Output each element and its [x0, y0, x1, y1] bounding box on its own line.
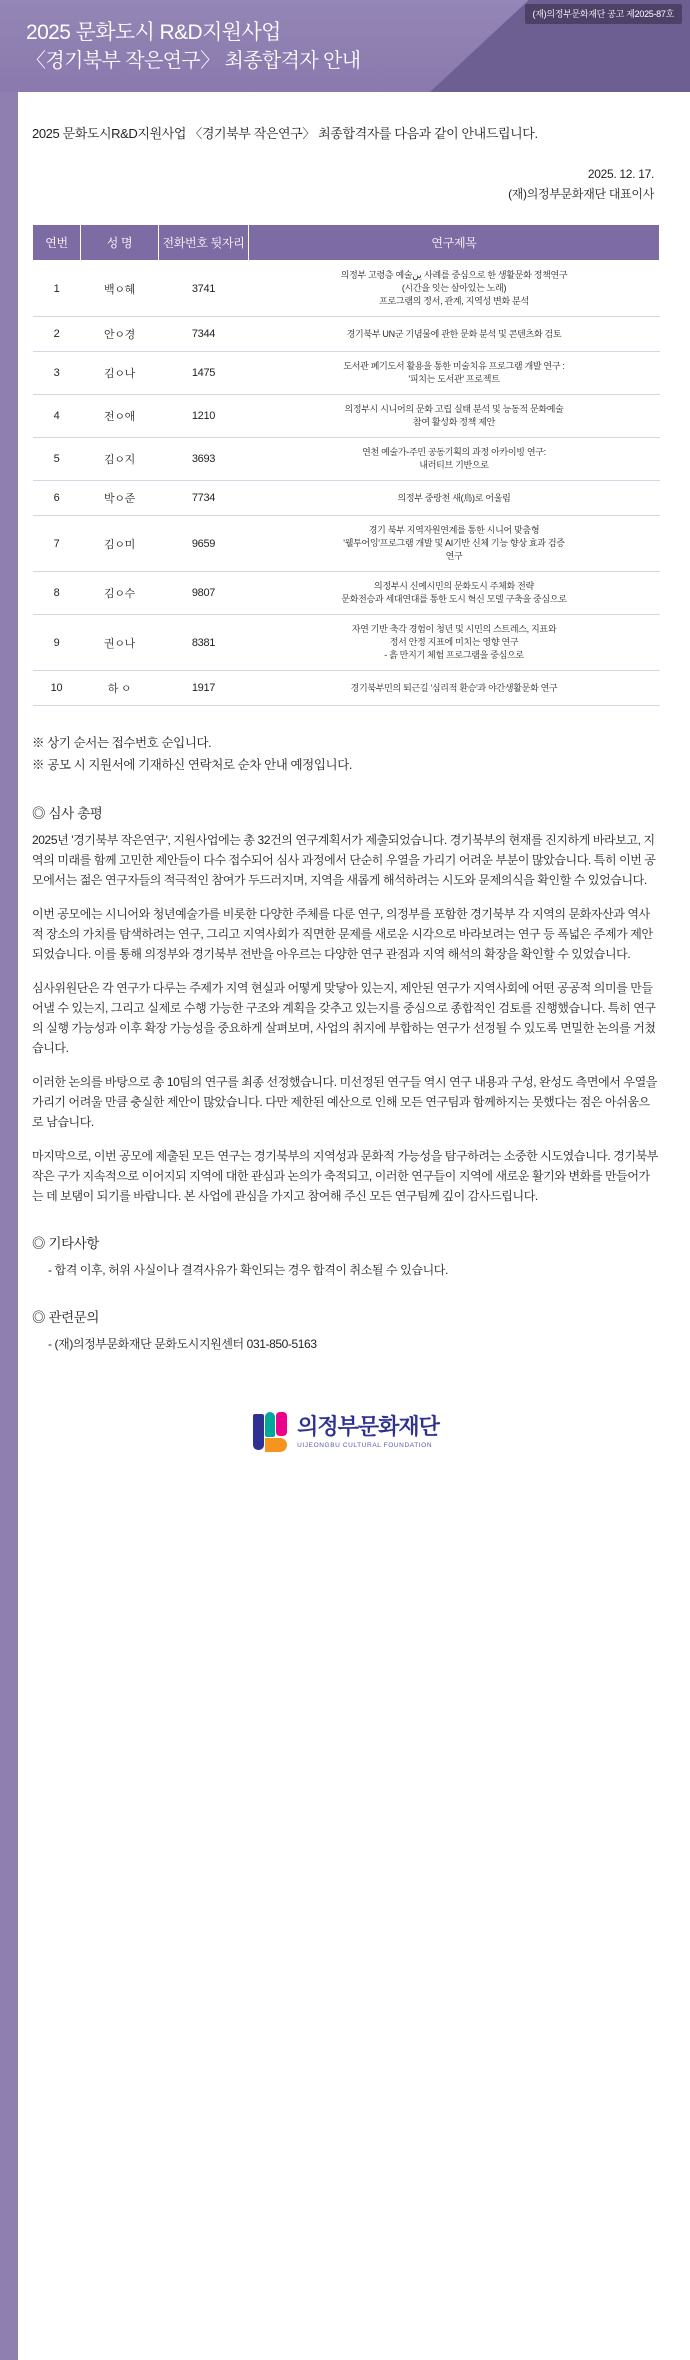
cell-phone: 7734	[159, 481, 249, 516]
cell-name: 안ㅇ경	[81, 317, 159, 352]
note-line-1: ※ 상기 순서는 접수번호 순입니다.	[32, 736, 212, 750]
page-title	[26, 18, 360, 76]
contact-item-1: - (재)의정부문화재단 문화도시지원센터 031-850-5163	[48, 1337, 317, 1351]
cell-phone: 3741	[159, 261, 249, 317]
footer-logo-text	[297, 1415, 439, 1449]
cell-research-title: 자연 기반 축각 경험이 청년 및 시민의 스트레스, 지표와 정서 안정 지표에 미치는 영향 연구 - 흙 만지기 체험 프로그램을 중심으로	[249, 615, 660, 671]
review-heading: ◎ 심사 총평	[32, 806, 103, 821]
etc-heading: ◎ 기타사항	[32, 1236, 100, 1251]
table-row	[33, 352, 660, 395]
cell-phone: 1210	[159, 395, 249, 438]
cell-no: 8	[33, 572, 81, 615]
table-header-row	[33, 225, 660, 261]
etc-item-1: - 합격 이후, 허위 사실이나 결격사유가 확인되는 경우 합격이 취소될 수 있습니다.	[48, 1263, 448, 1277]
signature-org: (재)의정부문화재단 대표이사	[508, 187, 654, 201]
column-header-title: 연구제목	[249, 225, 660, 261]
cell-research-title: 의정부 고령층 예술ين 사례를 중심으로 한 생활문화 정책연구 (시간을 잇는 살아있는 노래) 프로그램의 정서, 관계, 지역성 변화 분석	[249, 261, 660, 317]
column-header-phone: 전화번호 뒷자리	[159, 225, 249, 261]
cell-phone: 8381	[159, 615, 249, 671]
table-row	[33, 481, 660, 516]
cell-no: 2	[33, 317, 81, 352]
cell-no: 1	[33, 261, 81, 317]
table-row	[33, 438, 660, 481]
cell-name: 하 ㅇ	[81, 671, 159, 706]
cell-phone: 7344	[159, 317, 249, 352]
cell-no: 7	[33, 516, 81, 572]
etc-section	[32, 1232, 660, 1280]
notes-block	[32, 732, 660, 776]
results-table	[32, 224, 660, 706]
cell-phone: 9807	[159, 572, 249, 615]
foundation-logo-icon	[253, 1412, 287, 1452]
cell-no: 10	[33, 671, 81, 706]
cell-phone: 1475	[159, 352, 249, 395]
logo-bar-blue	[253, 1414, 264, 1450]
review-paragraph-2: 이번 공모에는 시니어와 청년예술가를 비롯한 다양한 주체를 다룬 연구, 의정부를 포함한 경기북부 각 지역의 문화자산과 역사적 장소의 가치를 탐색하려는 연구, 그리고 지역사회가 직면한 문제를 새로운 시각으로 바라보려는 연구 등 폭넓은 주제가 제안되었습니다. 이를 통해 의정부와 경기북부 전반을 아우르는 다양한 연구 관점과 지역 해석의 확장을 확인할 수 있었습니다.	[32, 907, 653, 961]
document-header	[0, 0, 690, 92]
note-line-2: ※ 공모 시 지원서에 기재하신 연락처로 순차 안내 예정입니다.	[32, 758, 352, 772]
results-table-body	[33, 261, 660, 706]
column-header-name: 성 명	[81, 225, 159, 261]
cell-phone: 3693	[159, 438, 249, 481]
cell-research-title: 의정부 중랑천 새(鳥)로 어울림	[249, 481, 660, 516]
notice-number-badge: (재)의정부문화재단 공고 제2025-87호	[525, 4, 682, 24]
cell-name: 박ㅇ준	[81, 481, 159, 516]
cell-name: 김ㅇ미	[81, 516, 159, 572]
review-paragraph-3: 심사위원단은 각 연구가 다루는 주제가 지역 현실과 어떻게 맞닿아 있는지, 제안된 연구가 지역사회에 어떤 공공적 의미를 만들어낼 수 있는지, 그리고 실제로 수행 가능한 구조와 계획을 갖추고 있는지를 중심으로 종합적인 검토를 진행했습니다. 특히 연구의 실행 가능성과 이후 확장 가능성을 중요하게 살펴보며, 사업의 취지에 부합하는 연구가 선정될 수 있도록 면밀한 논의를 거쳤습니다.	[32, 981, 656, 1055]
cell-name: 김ㅇ수	[81, 572, 159, 615]
table-row	[33, 615, 660, 671]
footer-logo-ko: 의정부문화재단	[297, 1413, 439, 1439]
review-paragraph-4: 이러한 논의를 바탕으로 총 10팀의 연구를 최종 선정했습니다. 미선정된 연구들 역시 연구 내용과 구성, 완성도 측면에서 우열을 가리기 어려울 만큼 충실한 제안이 많았습니다. 다만 제한된 예산으로 인해 모든 연구팀과 함께하지는 못했다는 점은 아쉬움으로 남습니다.	[32, 1075, 657, 1129]
logo-bar-teal	[265, 1412, 275, 1437]
review-paragraph-5: 마지막으로, 이번 공모에 제출된 모든 연구는 경기북부의 지역성과 문화적 가능성을 탐구하려는 소중한 시도였습니다. 경기북부 작은 구가 지속적으로 이어지되 지역에 대한 관심과 논의가 축적되고, 이러한 연구들이 지역에 새로운 활기와 변화를 만들어가는 데 보탬이 되기를 바랍니다. 본 사업에 관심을 가지고 참여해 주신 모든 연구팀께 깊이 감사드립니다.	[32, 1149, 658, 1203]
cell-phone: 9659	[159, 516, 249, 572]
cell-no: 9	[33, 615, 81, 671]
footer-logo	[32, 1412, 660, 1498]
cell-research-title: 경기 북부 지역자원연계를 통한 시니어 맞춤형 '웰투어잉'프로그램 개발 및 AI기반 신체 기능 향상 효과 검증 연구	[249, 516, 660, 572]
cell-no: 3	[33, 352, 81, 395]
cell-no: 5	[33, 438, 81, 481]
table-row	[33, 317, 660, 352]
cell-no: 6	[33, 481, 81, 516]
cell-phone: 1917	[159, 671, 249, 706]
contact-heading: ◎ 관련문의	[32, 1310, 100, 1325]
table-row	[33, 395, 660, 438]
cell-name: 백ㅇ혜	[81, 261, 159, 317]
review-section	[32, 802, 660, 1206]
cell-research-title: 경기북부민의 퇴근길 '심리적 환승'과 야간생활문화 연구	[249, 671, 660, 706]
cell-research-title: 연천 예술가-주민 공동기획의 과정 아카이빙 연구: 내러티브 기반으로	[249, 438, 660, 481]
signature-block	[32, 164, 660, 204]
table-row	[33, 261, 660, 317]
cell-research-title: 의정부시 시니어의 문화 고립 실태 분석 및 능동적 문화예술 참여 활성화 정책 제안	[249, 395, 660, 438]
logo-bar-orange	[265, 1438, 287, 1452]
cell-research-title: 경기북부 UN군 기념물에 관한 문화 분석 및 콘텐츠화 검토	[249, 317, 660, 352]
signature-date: 2025. 12. 17.	[587, 167, 654, 181]
cell-name: 김ㅇ나	[81, 352, 159, 395]
cell-no: 4	[33, 395, 81, 438]
review-paragraph-1: 2025년 '경기북부 작은연구', 지원사업에는 총 32건의 연구계획서가 제출되었습니다. 경기북부의 현재를 진지하게 바라보고, 지역의 미래를 함께 고민한 제안들이 다수 접수되어 심사 과정에서 단순히 우열을 가리기 어려운 부분이 많았습니다. 특히 이번 공모에서는 젊은 연구자들의 적극적인 참여가 두드러지며, 지역을 새롭게 해석하려는 시도와 문제의식을 확인할 수 있었습니다.	[32, 833, 656, 887]
table-row	[33, 671, 660, 706]
cell-research-title: 의정부시 신예시민의 문화도시 주체화 전략 문화전승과 세대연대를 통한 도시 혁신 모델 구축을 중심으로	[249, 572, 660, 615]
document-body	[0, 124, 690, 1498]
column-header-no: 연번	[33, 225, 81, 261]
page-title-line1: 2025 문화도시 R&D지원사업	[26, 21, 281, 44]
table-row	[33, 572, 660, 615]
cell-research-title: 도서관 폐기도서 활용을 통한 미술치유 프로그램 개발 연구 : '피치는 도서관' 프로젝트	[249, 352, 660, 395]
footer-logo-en: UIJEONGBU CULTURAL FOUNDATION	[297, 1442, 433, 1450]
page-title-line2: 〈경기북부 작은연구〉 최종합격자 안내	[26, 50, 361, 72]
logo-bar-magenta	[276, 1412, 287, 1436]
cell-name: 김ㅇ지	[81, 438, 159, 481]
cell-name: 권ㅇ나	[81, 615, 159, 671]
intro-text: 2025 문화도시R&D지원사업 〈경기북부 작은연구〉 최종합격자를 다음과 같이 안내드립니다.	[32, 126, 538, 141]
results-table-head	[33, 225, 660, 261]
table-row	[33, 516, 660, 572]
contact-section	[32, 1306, 660, 1354]
cell-name: 전ㅇ애	[81, 395, 159, 438]
